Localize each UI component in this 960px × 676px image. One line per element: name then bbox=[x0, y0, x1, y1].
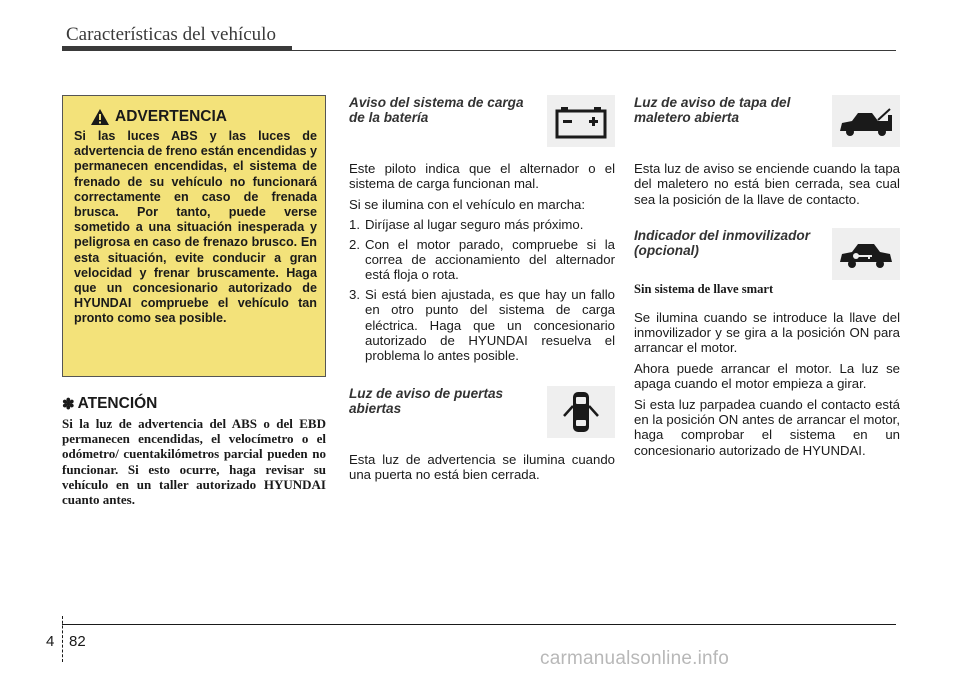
column-middle bbox=[349, 95, 615, 488]
immobilizer-section-head bbox=[634, 228, 900, 280]
watermark: carmanualsonline.info bbox=[540, 648, 730, 669]
notice-title: ATENCIÓN bbox=[77, 395, 158, 412]
trunk-text: Esta luz de aviso se enciende cuando la tapa del maletero no está bien cerrada, sea cual sea la posición de la llave de contacto. bbox=[634, 161, 900, 207]
warning-box bbox=[62, 95, 326, 377]
trunk-section-head bbox=[634, 95, 900, 147]
chapter-number: 4 bbox=[46, 633, 55, 650]
list-item: 3. Si está bien ajustada, es que hay un fallo en otro punto del sistema de carga eléctrica. Haga que un concesionario autorizado de HYUNDAI resuelva el problema lo antes posible. bbox=[349, 286, 615, 364]
list-item: 2. Con el motor parado, compruebe si la correa de accionamiento del alternador está floja o rota. bbox=[349, 236, 615, 283]
trunk-title: Luz de aviso de tapa del maletero abierta bbox=[634, 95, 791, 125]
notice-heading bbox=[62, 395, 157, 413]
immobilizer-paragraph: Ahora puede arrancar el motor. La luz se apaga cuando el motor empieza a girar. bbox=[634, 360, 900, 392]
warning-triangle-icon bbox=[90, 108, 110, 126]
warning-text: Si las luces ABS y las luces de advertencia de freno están encendidas y permanecen encendidas, el sistema de frenado de su vehículo no funcionará correctamente en caso de frenada brusca. Por tanto, puede verse sometido a una situación inesperada y peligrosa en caso de frenazo brusco. En esta situación, evite conducir a gran velocidad y frenar bruscamente. Haga que un concesionario autorizado de HYUNDAI compruebe el vehículo tan pronto como sea posible. bbox=[74, 129, 317, 326]
trunk-open-icon bbox=[832, 95, 900, 147]
battery-title: Aviso del sistema de carga de la batería bbox=[349, 95, 524, 125]
immobilizer-paragraph: Se ilumina cuando se introduce la llave del inmovilizador y se gira a la posición ON para arrancar el motor. bbox=[634, 309, 900, 356]
immobilizer-key-icon bbox=[832, 228, 900, 280]
doors-text: Esta luz de advertencia se ilumina cuando una puerta no está bien cerrada. bbox=[349, 451, 615, 483]
notice-star-icon: ✽ bbox=[62, 396, 75, 413]
page-title: Características del vehículo bbox=[66, 24, 276, 45]
immobilizer-subtitle: Sin sistema de llave smart bbox=[634, 282, 774, 297]
door-open-icon bbox=[547, 386, 615, 438]
battery-icon bbox=[547, 95, 615, 147]
page-number: 82 bbox=[69, 633, 86, 650]
footer-divider bbox=[62, 616, 63, 662]
immobilizer-paragraph: Si esta luz parpadea cuando el contacto está en la posición ON antes de arrancar el motor, haga comprobar el sistema en un concesionario autorizado de HYUNDAI. bbox=[634, 396, 900, 458]
footer-rule bbox=[62, 624, 896, 625]
battery-section-head bbox=[349, 95, 615, 147]
doors-title: Luz de aviso de puertas abiertas bbox=[349, 385, 504, 416]
header-rule bbox=[62, 50, 896, 51]
doors-section-head bbox=[349, 386, 615, 438]
battery-steps bbox=[349, 217, 615, 364]
warning-title: ADVERTENCIA bbox=[115, 108, 227, 125]
column-right bbox=[634, 95, 900, 463]
notice-text: Si la luz de advertencia del ABS o del EBD permanecen encendidas, el velocímetro o el odómetro/ cuentakilómetros parcial pueden no funcionar. Si esto ocurre, haga revisar su vehículo en un taller autorizado HYUNDAI cuanto antes. bbox=[62, 416, 326, 508]
warning-heading bbox=[90, 108, 317, 126]
immobilizer-title: Indicador del inmovilizador (opcional) bbox=[634, 228, 810, 259]
battery-intro: Este piloto indica que el alternador o el sistema de carga funcionan mal. bbox=[349, 161, 615, 192]
list-item: 1. Diríjase al lugar seguro más próximo. bbox=[349, 217, 584, 233]
battery-lead: Si se ilumina con el vehículo en marcha: bbox=[349, 196, 586, 212]
